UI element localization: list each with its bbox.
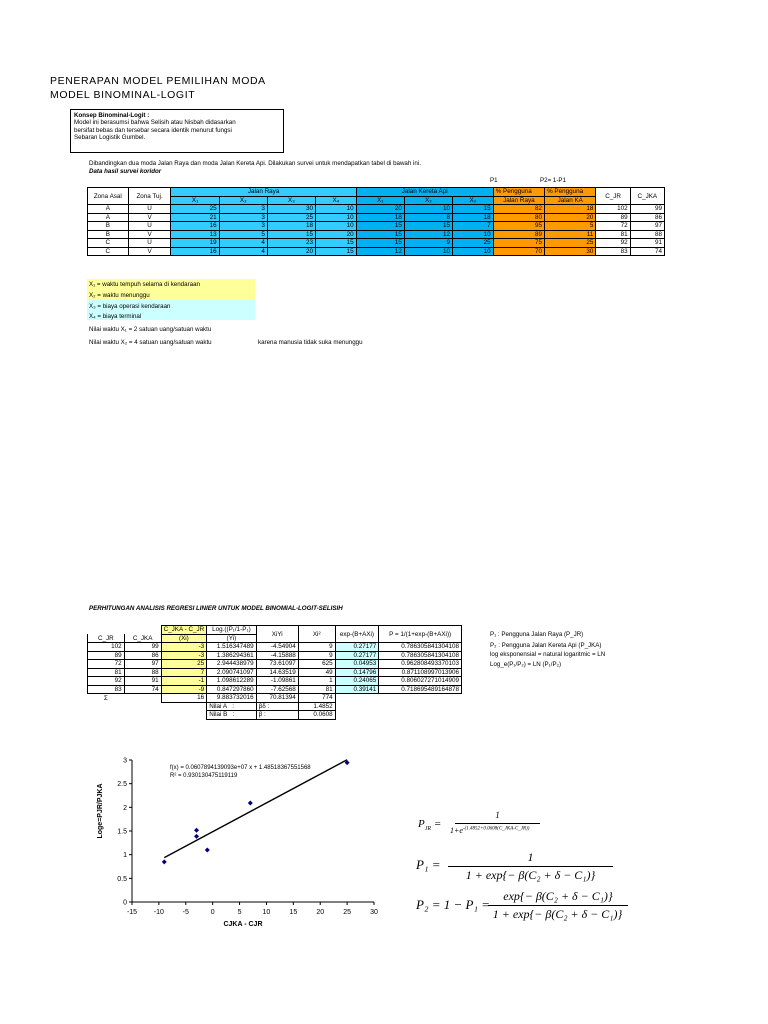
cell-pct-ka: 18 — [545, 205, 596, 214]
cell-pct-ka: 30 — [545, 247, 596, 256]
cell-jr-x3: 20 — [267, 247, 315, 256]
reg-header-diff: C_JKA - C_JR — [161, 626, 207, 635]
formula-pjr-denominator — [450, 826, 529, 835]
x-tick-label: 25 — [343, 909, 352, 916]
formula-p2-bar — [488, 905, 628, 906]
cell-ka-x1: 15 — [356, 230, 404, 239]
cell-yi: 0.847297860 — [207, 685, 256, 694]
table-row — [88, 205, 665, 214]
header-cjr: C_JR — [596, 188, 630, 205]
cell-xi2: 9 — [298, 643, 335, 652]
legend-x3: X₃ = biaya operasi kendaraan — [89, 303, 171, 310]
cell-cjr: 92 — [88, 677, 125, 686]
legend-x1: X₁ = waktu tempuh selama di kendaraan — [89, 281, 200, 288]
note-ln: Log_e(P₁/P₂) = LN (P₁/P₂) — [490, 661, 562, 668]
cell-p: 0.786305841304108 — [379, 643, 462, 652]
x-tick-label: 0 — [210, 909, 215, 916]
cell-xi: -9 — [161, 685, 207, 694]
formula-p1-denominator: 1 + exp{− β(C₂ + δ − C₁)} — [465, 868, 596, 882]
y-tick-label: 0 — [123, 899, 127, 907]
survey-table — [87, 187, 665, 256]
cell-pct-jr: 89 — [493, 230, 544, 239]
reg-sum-xi: 16 — [161, 694, 207, 703]
x-tick-label: 20 — [316, 909, 325, 916]
formula-p2-lhs: P₂ = 1 − P₁ = — [416, 897, 490, 912]
header-zona-asal: Zona Asal — [88, 188, 129, 205]
cell-xiyi: 14.63519 — [256, 668, 298, 677]
cell-exp: 0.39141 — [335, 685, 379, 694]
header-sub-ka: Jalan KA — [545, 196, 596, 205]
p2-label: P2= 1-P1 — [540, 177, 566, 184]
cell-zona-asal: A — [88, 205, 129, 214]
cell-ka-x2: 8 — [404, 213, 452, 222]
header-x2: X₂ — [219, 196, 267, 205]
reg-sum-xi2: 774 — [298, 694, 335, 703]
x-tick-label: 10 — [262, 909, 271, 916]
cell-xiyi: -1.09861 — [256, 677, 298, 686]
cell-zona-asal: C — [88, 247, 129, 256]
data-point — [194, 828, 199, 833]
cell-pct-ka: 11 — [545, 230, 596, 239]
cell-xi: -1 — [161, 677, 207, 686]
cell-ka-x2: 10 — [404, 247, 452, 256]
table-row — [88, 230, 665, 239]
cell-exp: 0.27177 — [335, 643, 379, 652]
cell-pct-ka: 5 — [545, 222, 596, 231]
cell-jr-x3: 23 — [267, 239, 315, 248]
regression-table — [87, 625, 462, 720]
cell-cjr: 92 — [596, 239, 630, 248]
cell-xi: 7 — [161, 668, 207, 677]
page-subtitle: MODEL BINOMINAL-LOGIT — [50, 89, 196, 101]
r-squared: R² = 0.930130475119119 — [170, 773, 238, 779]
cell-cjr: 72 — [88, 660, 125, 669]
formula-p1-lhs: P₁ = — [416, 857, 441, 872]
cell-cjr: 102 — [88, 643, 125, 652]
cell-ka-x3: 7 — [453, 222, 494, 231]
reg-sum-xiyi: 70.81394 — [256, 694, 298, 703]
regression-chart — [88, 738, 388, 928]
formula-pjr-bar — [455, 823, 540, 824]
cell-zona-tujuan: V — [128, 230, 171, 239]
cell-xi2: 9 — [298, 651, 335, 660]
cell-xiyi: -7.62568 — [256, 685, 298, 694]
cell-pct-jr: 70 — [493, 247, 544, 256]
cell-cjka: 99 — [630, 205, 664, 214]
data-point — [248, 801, 253, 806]
cell-cjka: 97 — [124, 660, 161, 669]
nilai-b-value: 0.0608 — [298, 711, 335, 720]
y-tick-label: 2.5 — [117, 781, 127, 789]
cell-yi: 1.516347489 — [207, 643, 256, 652]
formula-pjr-sub: JR — [424, 826, 432, 833]
cell-zona-tujuan: V — [128, 247, 171, 256]
cell-ka-x2: 12 — [404, 230, 452, 239]
cell-p: 0.718695489164878 — [379, 685, 462, 694]
cell-cjka: 74 — [124, 685, 161, 694]
cell-pct-ka: 25 — [545, 239, 596, 248]
nilai-a-value: 1.4852 — [298, 702, 335, 711]
cell-cjr: 81 — [596, 230, 630, 239]
nilai-b-label: Nilai B — [209, 711, 228, 719]
cell-jr-x1: 16 — [171, 222, 219, 231]
cell-jr-x4: 15 — [316, 239, 357, 248]
cell-ka-x3: 10 — [453, 247, 494, 256]
cell-p: 0.806027271014909 — [379, 677, 462, 686]
cell-zona-asal: C — [88, 239, 129, 248]
table-row — [88, 651, 462, 660]
y-tick-label: 0.5 — [117, 875, 127, 883]
nilai-a-label: Nilai A — [209, 702, 228, 710]
concept-line: Model ini berasumsi bahwa Selisih atau Nisbah didasarkan — [74, 119, 236, 127]
cell-jr-x2: 3 — [219, 222, 267, 231]
header-cjka: C_JKA — [630, 188, 664, 205]
cell-xi: -3 — [161, 651, 207, 660]
reg-header-p: P = 1/(1+exp-(B+AXi)) — [379, 626, 462, 643]
header-sub-jr: Jalan Raya — [493, 196, 544, 205]
formula-p2-numerator: exp{− β(C₂ + δ − C₁)} — [503, 889, 613, 903]
cell-cjka: 88 — [124, 668, 161, 677]
cell-pct-jr: 80 — [493, 213, 544, 222]
survey-label: Data hasil survei koridor — [89, 168, 162, 175]
cell-pct-jr: 75 — [493, 239, 544, 248]
note-log: log eksponensial = natural logaritmic = LN — [490, 651, 606, 658]
header-zona-tujuan: Zona Tuj. — [128, 188, 171, 205]
formula-pjr-lhs: P — [418, 818, 425, 830]
concept-line: bersifat bebas dan tersebar secara identik menurut fungsi — [74, 126, 232, 134]
cell-ka-x2: 10 — [404, 205, 452, 214]
legend-note: karena manusia tidak suka menunggu — [258, 339, 363, 346]
cell-cjr: 72 — [596, 222, 630, 231]
cell-pct-ka: 20 — [545, 213, 596, 222]
header-x1: X₁ — [171, 196, 219, 205]
reg-header-log: Log.((P₁/1-P₁) — [207, 626, 256, 635]
cell-jr-x1: 13 — [171, 230, 219, 239]
cell-yi: 2.090741097 — [207, 668, 256, 677]
legend-x4: X₄ = biaya terminal — [89, 313, 142, 320]
y-tick-label: 2 — [123, 804, 127, 812]
trendline-equation: f(x) = 0.0607894139093e+07 x + 1.48518367551568 — [170, 765, 311, 771]
header-x4: X₄ — [316, 196, 357, 205]
cell-ka-x3: 15 — [453, 205, 494, 214]
y-tick-label: 1.5 — [117, 828, 127, 836]
cell-cjr: 89 — [88, 651, 125, 660]
p1-label: P1 — [490, 177, 498, 184]
table-row — [88, 213, 665, 222]
cell-ka-x1: 20 — [356, 205, 404, 214]
cell-jr-x1: 19 — [171, 239, 219, 248]
formula-pjr-numerator: 1 — [495, 810, 500, 820]
reg-header-yi: (Yi) — [207, 634, 256, 643]
cell-ka-x3: 10 — [453, 230, 494, 239]
note-p1: P₁ : Pengguna Jalan Raya (P_JR) — [490, 631, 584, 638]
cell-cjr: 102 — [596, 205, 630, 214]
cell-cjka: 74 — [630, 247, 664, 256]
nilai-b-colon: : — [232, 711, 235, 719]
reg-header-xi: (Xi) — [161, 634, 207, 643]
x-tick-label: 15 — [289, 909, 298, 916]
table-row — [88, 668, 462, 677]
cell-ka-x3: 18 — [453, 213, 494, 222]
cell-ka-x3: 25 — [453, 239, 494, 248]
cell-ka-x2: 9 — [404, 239, 452, 248]
x-tick-label: -5 — [182, 909, 189, 916]
cell-jr-x2: 4 — [219, 247, 267, 256]
x-tick-label: -10 — [153, 909, 164, 916]
cell-zona-asal: B — [88, 222, 129, 231]
cell-xiyi: -4.54904 — [256, 643, 298, 652]
cell-exp: 0.14796 — [335, 668, 379, 677]
cell-yi: 1.386294361 — [207, 651, 256, 660]
table-row — [88, 239, 665, 248]
cell-p: 0.962808493370103 — [379, 660, 462, 669]
formula-pjr-den-exp: -(1.4852+0.0608(C_JKA-C_JR)) — [462, 826, 530, 832]
reg-header-xiyi: XiYi — [256, 626, 298, 643]
header-pct-ka: % Pengguna — [545, 188, 596, 197]
reg-sum-yi: 9.883732016 — [207, 694, 256, 703]
y-axis-label: Loge=PJR/PJKA — [97, 783, 104, 839]
formula-pjr: $P_{JR}$ = — [418, 818, 442, 833]
cell-ka-x1: 15 — [356, 222, 404, 231]
nilai-a-colon: : — [232, 702, 235, 710]
table-row — [88, 685, 462, 694]
table-row — [88, 643, 462, 652]
cell-zona-tujuan: U — [128, 239, 171, 248]
cell-cjka: 97 — [630, 222, 664, 231]
cell-ka-x2: 15 — [404, 222, 452, 231]
cell-zona-tujuan: U — [128, 222, 171, 231]
intro-text: Dibandingkan dua moda Jalan Raya dan moda Jalan Kereta Api. Dilakukan survei untuk mendapatkan tabel di bawah ini. — [89, 160, 421, 167]
regression-title: PERHITUNGAN ANALISIS REGRESI LINIER UNTUK MODEL BINOMIAL-LOGIT-SELISIH — [89, 605, 343, 612]
cell-cjr: 83 — [596, 247, 630, 256]
formula-p2-denominator: 1 + exp{− β(C₂ + δ − C₁)} — [492, 907, 623, 921]
cell-xiyi: 73.61097 — [256, 660, 298, 669]
cell-yi: 2.944438979 — [207, 660, 256, 669]
reg-header-xi2: Xi² — [298, 626, 335, 643]
cell-exp: 0.27177 — [335, 651, 379, 660]
nilai-a-symbol: βδ : — [256, 702, 298, 711]
formula-pjr-den-base: 1+e — [450, 826, 463, 835]
concept-line: Sebaran Logistik Gumbel. — [74, 134, 146, 142]
data-point — [162, 859, 167, 864]
cell-jr-x4: 10 — [316, 213, 357, 222]
header-ka-x1: X₁ — [356, 196, 404, 205]
cell-jr-x1: 16 — [171, 247, 219, 256]
cell-ka-x1: 15 — [356, 239, 404, 248]
cell-cjr: 83 — [88, 685, 125, 694]
cell-jr-x4: 15 — [316, 247, 357, 256]
concept-heading: Konsep Binominal-Logit : — [74, 112, 150, 119]
reg-sum-label: Σ — [103, 694, 108, 702]
cell-xiyi: -4.15888 — [256, 651, 298, 660]
header-pct-jr: % Pengguna — [493, 188, 544, 197]
cell-jr-x3: 15 — [267, 230, 315, 239]
note-p2: P₂ : Pengguna Jalan Kereta Api (P_JKA) — [490, 642, 602, 649]
y-tick-label: 3 — [123, 757, 127, 765]
nilai-b-symbol: β : — [256, 711, 298, 720]
cell-jr-x1: 25 — [171, 205, 219, 214]
cell-jr-x4: 10 — [316, 205, 357, 214]
reg-header-cjr: C_JR — [88, 634, 125, 643]
cell-p: 0.871108997013906 — [379, 668, 462, 677]
data-point — [205, 847, 210, 852]
cell-exp: 0.24065 — [335, 677, 379, 686]
reg-header-exp: exp-(B+AXi) — [335, 626, 379, 643]
data-point — [194, 834, 199, 839]
cell-pct-jr: 95 — [493, 222, 544, 231]
table-row — [88, 660, 462, 669]
cell-jr-x2: 4 — [219, 239, 267, 248]
cell-jr-x3: 18 — [267, 222, 315, 231]
x-tick-label: 5 — [237, 909, 242, 916]
cell-jr-x4: 20 — [316, 230, 357, 239]
cell-yi: 1.098612289 — [207, 677, 256, 686]
cell-xi2: 49 — [298, 668, 335, 677]
legend-x2: X₂ = waktu menunggu — [89, 292, 150, 299]
cell-zona-asal: B — [88, 230, 129, 239]
cell-xi: 25 — [161, 660, 207, 669]
formula-p1-numerator: 1 — [527, 850, 534, 864]
cell-ka-x1: 12 — [356, 247, 404, 256]
cell-exp: 0.04953 — [335, 660, 379, 669]
cell-cjka: 91 — [124, 677, 161, 686]
cell-xi2: 81 — [298, 685, 335, 694]
cell-cjr: 81 — [88, 668, 125, 677]
cell-cjka: 86 — [124, 651, 161, 660]
header-ka-x2: X₂ — [404, 196, 452, 205]
header-kereta-api: Jalan Kereta Api — [356, 188, 493, 197]
cell-jr-x3: 25 — [267, 213, 315, 222]
cell-zona-tujuan: V — [128, 213, 171, 222]
x-tick-label: 30 — [370, 909, 378, 916]
concept-box — [70, 109, 284, 153]
cell-jr-x2: 5 — [219, 230, 267, 239]
cell-jr-x1: 21 — [171, 213, 219, 222]
legend-time-value-1: Nilai waktu X₁ = 2 satuan uang/satuan waktu — [89, 326, 212, 333]
cell-cjr: 89 — [596, 213, 630, 222]
cell-xi: -3 — [161, 643, 207, 652]
cell-cjka: 86 — [630, 213, 664, 222]
cell-xi2: 1 — [298, 677, 335, 686]
cell-xi2: 625 — [298, 660, 335, 669]
cell-zona-asal: A — [88, 213, 129, 222]
legend-time-value-2: Nilai waktu X₂ = 4 satuan uang/satuan waktu — [89, 339, 212, 346]
header-x3: X₃ — [267, 196, 315, 205]
cell-ka-x1: 18 — [356, 213, 404, 222]
reg-header-cjka: C_JKA — [124, 634, 161, 643]
table-row — [88, 247, 665, 256]
cell-p: 0.786305841304108 — [379, 651, 462, 660]
page-title: PENERAPAN MODEL PEMILIHAN MODA — [50, 75, 266, 87]
cell-jr-x2: 3 — [219, 205, 267, 214]
header-ka-x3: X₃ — [453, 196, 494, 205]
cell-jr-x2: 3 — [219, 213, 267, 222]
cell-jr-x4: 10 — [316, 222, 357, 231]
cell-zona-tujuan: U — [128, 205, 171, 214]
cell-cjka: 91 — [630, 239, 664, 248]
cell-cjka: 99 — [124, 643, 161, 652]
cell-pct-jr: 82 — [493, 205, 544, 214]
header-jalan-raya: Jalan Raya — [171, 188, 356, 197]
table-row — [88, 677, 462, 686]
cell-jr-x3: 30 — [267, 205, 315, 214]
cell-cjka: 88 — [630, 230, 664, 239]
y-tick-label: 1 — [123, 852, 127, 860]
table-row — [88, 222, 665, 231]
x-axis-label: CJKA - CJR — [223, 921, 263, 928]
formula-p1-bar — [448, 866, 613, 867]
x-tick-label: -15 — [126, 909, 138, 916]
